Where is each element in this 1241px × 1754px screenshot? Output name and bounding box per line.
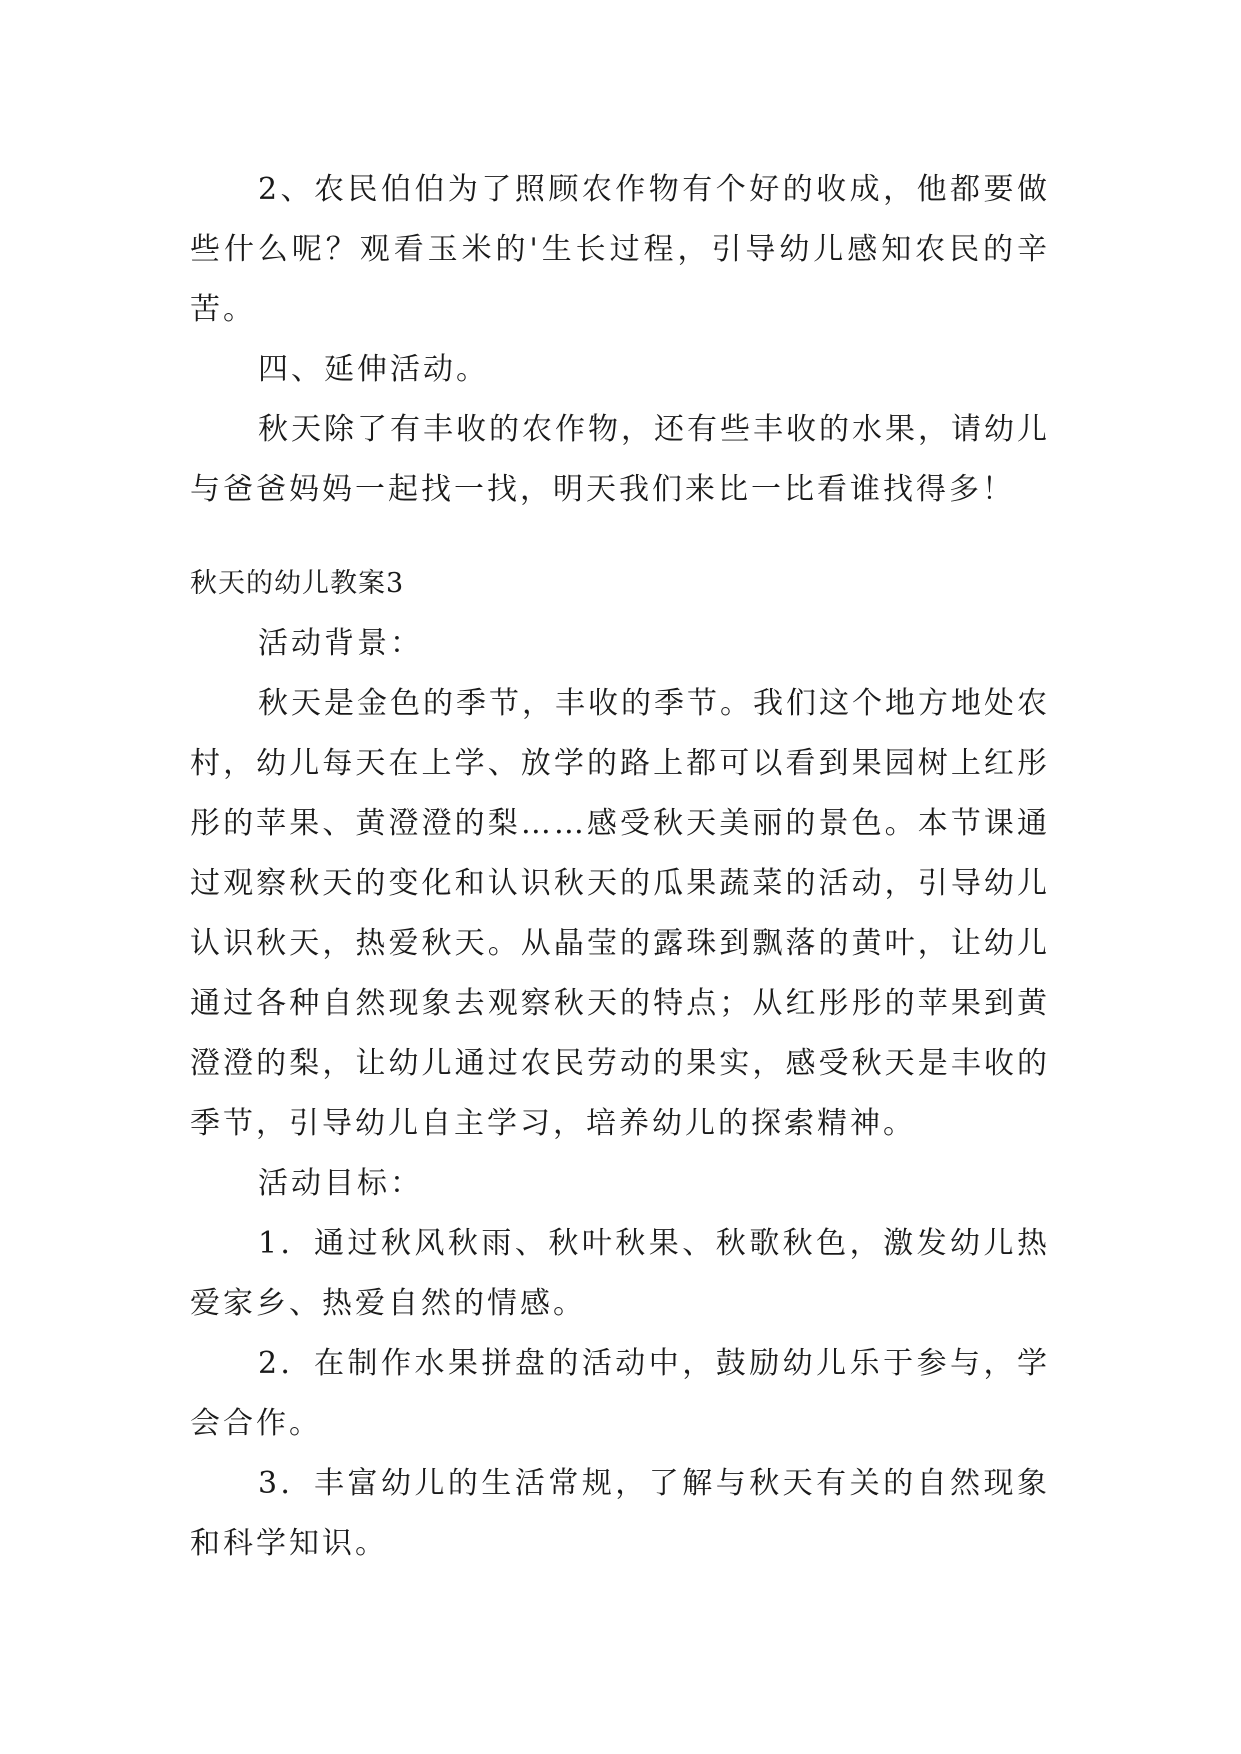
paragraph-background-heading: 活动背景： [258, 626, 423, 661]
paragraph-farmer-care: 2、农民伯伯为了照顾农作物有个好的收成，他都要做些什么呢？观看玉米的'生长过程，引导幼儿感知农民的辛苦。 [190, 172, 1050, 327]
paragraph-goal-3: 3．丰富幼儿的生活常规，了解与秋天有关的自然现象和科学知识。 [190, 1466, 1050, 1561]
section-title: 秋天的幼儿教案3 [190, 568, 405, 599]
paragraph-background-body: 秋天是金色的季节，丰收的季节。我们这个地方地处农村，幼儿每天在上学、放学的路上都可以看到果园树上红彤彤的苹果、黄澄澄的梨……感受秋天美丽的景色。本节课通过观察秋天的变化和认识秋天的瓜果蔬菜的活动，引导幼儿认识秋天，热爱秋天。从晶莹的露珠到飘落的黄叶，让幼儿通过各种自然现象去观察秋天的特点；从红彤彤的苹果到黄澄澄的梨，让幼儿通过农民劳动的果实，感受秋天是丰收的季节，引导幼儿自主学习，培养幼儿的探索精神。 [190, 686, 1050, 1141]
paragraph-goals-heading: 活动目标： [258, 1166, 423, 1201]
paragraph-goal-2: 2．在制作水果拼盘的活动中，鼓励幼儿乐于参与，学会合作。 [190, 1346, 1050, 1441]
paragraph-extension-activity: 四、延伸活动。 [258, 352, 489, 387]
document-body [190, 160, 1050, 1574]
paragraph-find-fruits: 秋天除了有丰收的农作物，还有些丰收的水果，请幼儿与爸爸妈妈一起找一找，明天我们来比一比看谁找得多！ [190, 412, 1050, 507]
paragraph-goal-1: 1．通过秋风秋雨、秋叶秋果、秋歌秋色，激发幼儿热爱家乡、热爱自然的情感。 [190, 1226, 1050, 1321]
